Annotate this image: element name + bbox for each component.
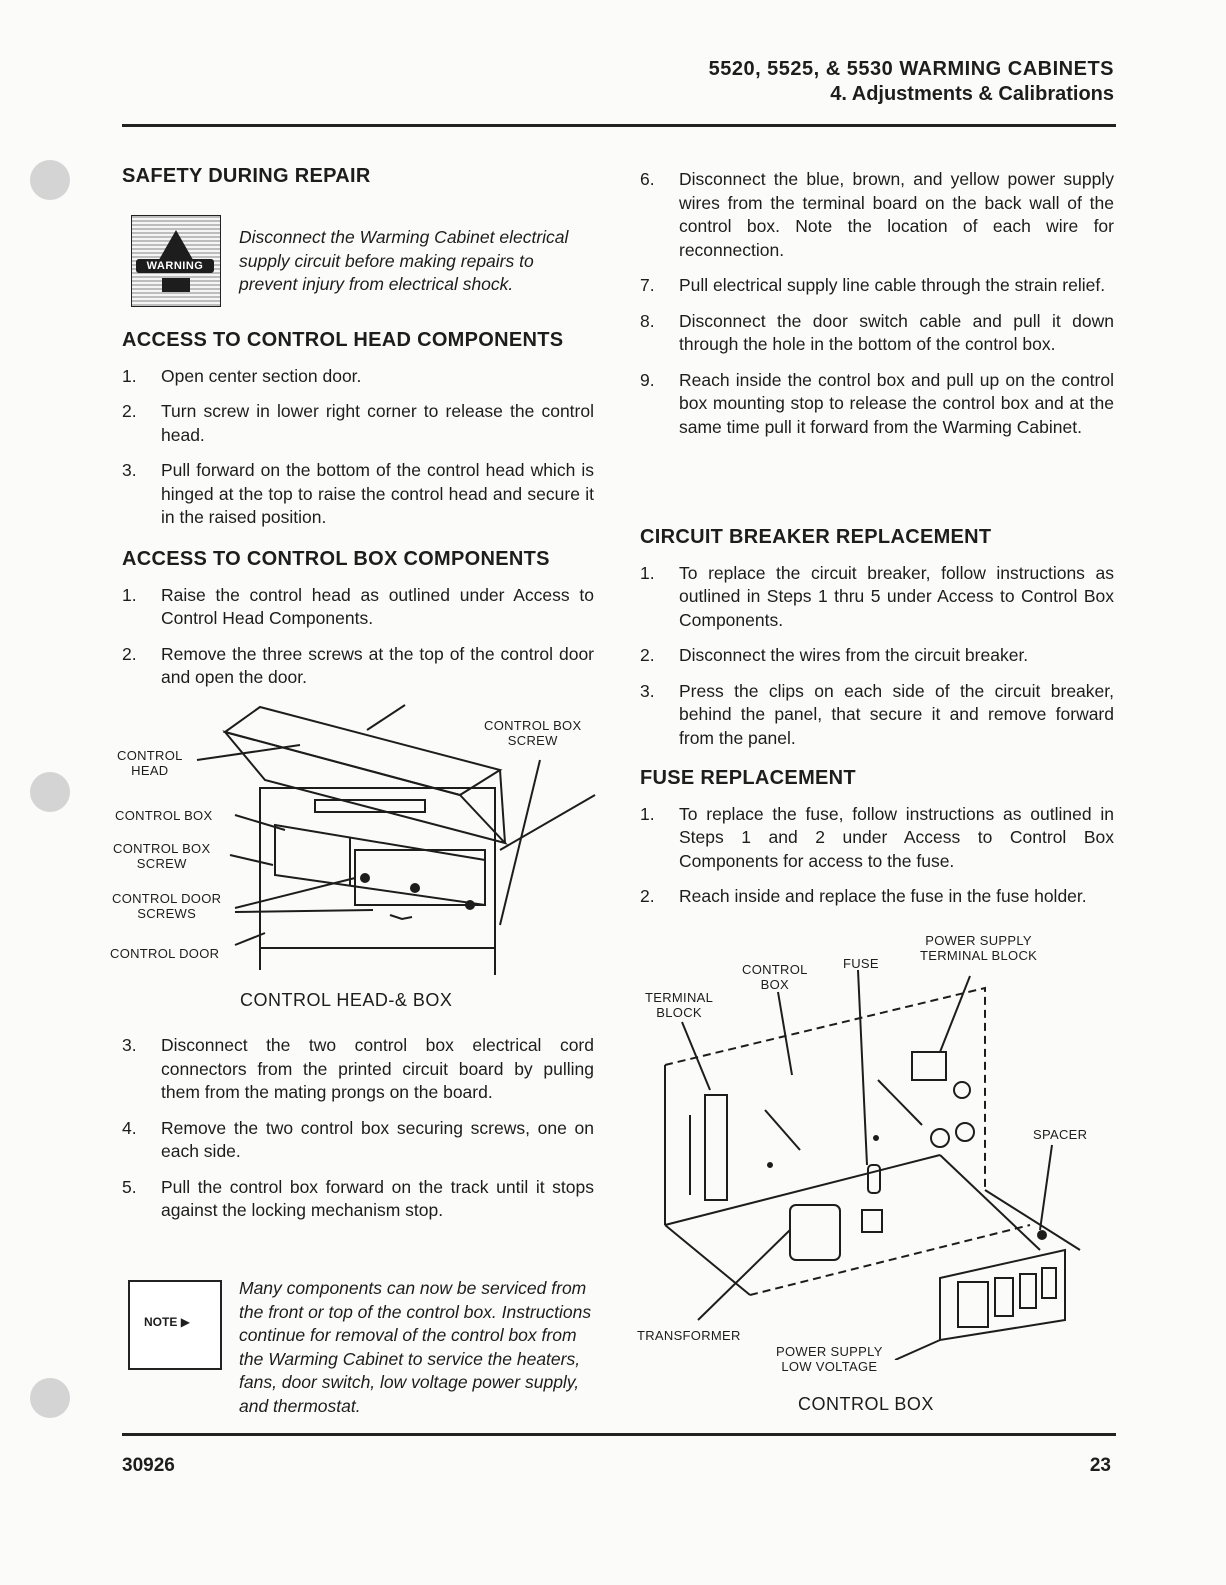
list-item: 2. Turn screw in lower right corner to release the control head.	[122, 401, 594, 445]
label-control-box: CONTROL BOX	[742, 962, 808, 992]
label-power-supply-low-voltage: POWER SUPPLY LOW VOLTAGE	[776, 1344, 883, 1374]
list-item: 1. Open center section door.	[122, 365, 362, 386]
label-spacer: SPACER	[1033, 1127, 1088, 1142]
list-item: 2. Disconnect the wires from the circuit breaker.	[640, 645, 1029, 665]
footer-rule	[122, 1433, 1116, 1436]
label-terminal-block: TERMINAL BLOCK	[645, 990, 714, 1020]
control-head-steps	[122, 365, 594, 530]
figure-caption: CONTROL BOX	[798, 1394, 934, 1414]
list-item: 3. Press the clips on each side of the circuit breaker, behind the panel, that secure it and remove forward from the panel.	[640, 680, 1114, 748]
continued-steps	[640, 168, 1114, 439]
warning-text: Disconnect the Warming Cabinet electrical supply circuit before making repairs to prevent injury from electrical shock.	[239, 227, 569, 294]
list-item: 2. Reach inside and replace the fuse in the fuse holder.	[640, 886, 1087, 906]
page-number: 23	[1089, 1455, 1111, 1476]
control-box-steps-b-wrap	[122, 1034, 594, 1223]
arrow-right-icon: ▶	[180, 1315, 190, 1329]
control-box-diagram	[640, 960, 1120, 1360]
note-icon	[128, 1280, 222, 1370]
list-item: 3. Disconnect the two control box electrical cord connectors from the printed circuit board by pulling them from the mating prongs on the board.	[122, 1035, 594, 1102]
binder-hole	[30, 772, 70, 812]
control-head-section	[122, 329, 594, 530]
fuse-section	[640, 767, 1114, 909]
breaker-steps	[640, 562, 1114, 751]
breaker-section	[640, 526, 1114, 750]
list-item: 7. Pull electrical supply line cable through the strain relief.	[640, 275, 1106, 295]
label-control-head: CONTROL HEAD	[117, 748, 183, 778]
control-box-steps-b	[122, 1034, 594, 1223]
page-title: 5520, 5525, & 5530 WARMING CABINETS	[708, 58, 1114, 80]
left-column	[122, 165, 594, 189]
list-item: 3. Pull forward on the bottom of the control head which is hinged at the top to raise the control head and secure it in the raised position.	[122, 460, 594, 527]
list-item: 1. Raise the control head as outlined under Access to Control Head Components.	[122, 584, 594, 628]
label-control-box-screw: CONTROL BOX SCREW	[113, 841, 211, 871]
list-item: 8. Disconnect the door switch cable and pull it down through the hole in the bottom of the control box.	[640, 310, 1114, 354]
figure-caption: CONTROL HEAD-& BOX	[240, 990, 453, 1010]
label-transformer: TRANSFORMER	[637, 1328, 741, 1343]
list-item: 1. To replace the circuit breaker, follow instructions as outlined in Steps 1 thru 5 under Access to Control Box Components.	[640, 562, 1114, 630]
control-box-heading: ACCESS TO CONTROL BOX COMPONENTS	[122, 548, 550, 570]
fuse-steps	[640, 803, 1114, 909]
label-control-box: CONTROL BOX	[115, 808, 213, 823]
binder-hole	[30, 1378, 70, 1418]
list-item: 2. Remove the three screws at the top of the control door and open the door.	[122, 643, 594, 687]
fuse-heading: FUSE REPLACEMENT	[640, 767, 856, 789]
list-item: 4. Remove the two control box securing screws, one on each side.	[122, 1117, 594, 1161]
breaker-heading: CIRCUIT BREAKER REPLACEMENT	[640, 526, 992, 548]
safety-heading: SAFETY DURING REPAIR	[122, 165, 371, 187]
label-control-box-screw-top: CONTROL BOX SCREW	[484, 718, 582, 748]
right-column	[640, 168, 1114, 439]
note-label: NOTE ▶	[144, 1315, 190, 1329]
warning-label: WARNING	[136, 259, 214, 273]
document-number: 30926	[122, 1455, 175, 1476]
note-text: Many components can now be serviced from the front or top of the control box. Instructions continue for removal of the control box from the Warming Cabinet to service the heaters, fans, door switch, low voltage power supply, and thermostat.	[239, 1278, 592, 1416]
control-head-heading: ACCESS TO CONTROL HEAD COMPONENTS	[122, 329, 564, 351]
control-box-steps-a	[122, 584, 594, 690]
list-item: 5. Pull the control box forward on the track until it stops against the locking mechanism stop.	[122, 1176, 594, 1220]
label-fuse: FUSE	[843, 956, 879, 971]
label-power-supply-terminal-block: POWER SUPPLY TERMINAL BLOCK	[920, 933, 1038, 963]
control-box-section	[122, 548, 594, 690]
page-subtitle: 4. Adjustments & Calibrations	[830, 83, 1114, 105]
label-control-door-screws: CONTROL DOOR SCREWS	[112, 891, 222, 921]
label-control-door: CONTROL DOOR	[110, 946, 220, 961]
warning-icon	[131, 215, 221, 307]
header-rule	[122, 124, 1116, 127]
binder-hole	[30, 160, 70, 200]
list-item: 6. Disconnect the blue, brown, and yellow power supply wires from the terminal board on the back wall of the control box. Note the location of each wire for reconnection.	[640, 169, 1114, 260]
list-item: 1. To replace the fuse, follow instructions as outlined in Steps 1 and 2 under Access to Control Box Components for access to the fuse.	[640, 803, 1114, 871]
list-item: 9. Reach inside the control box and pull up on the control box mounting stop to release the control box and at the same time pull it forward from the Warming Cabinet.	[640, 369, 1114, 437]
